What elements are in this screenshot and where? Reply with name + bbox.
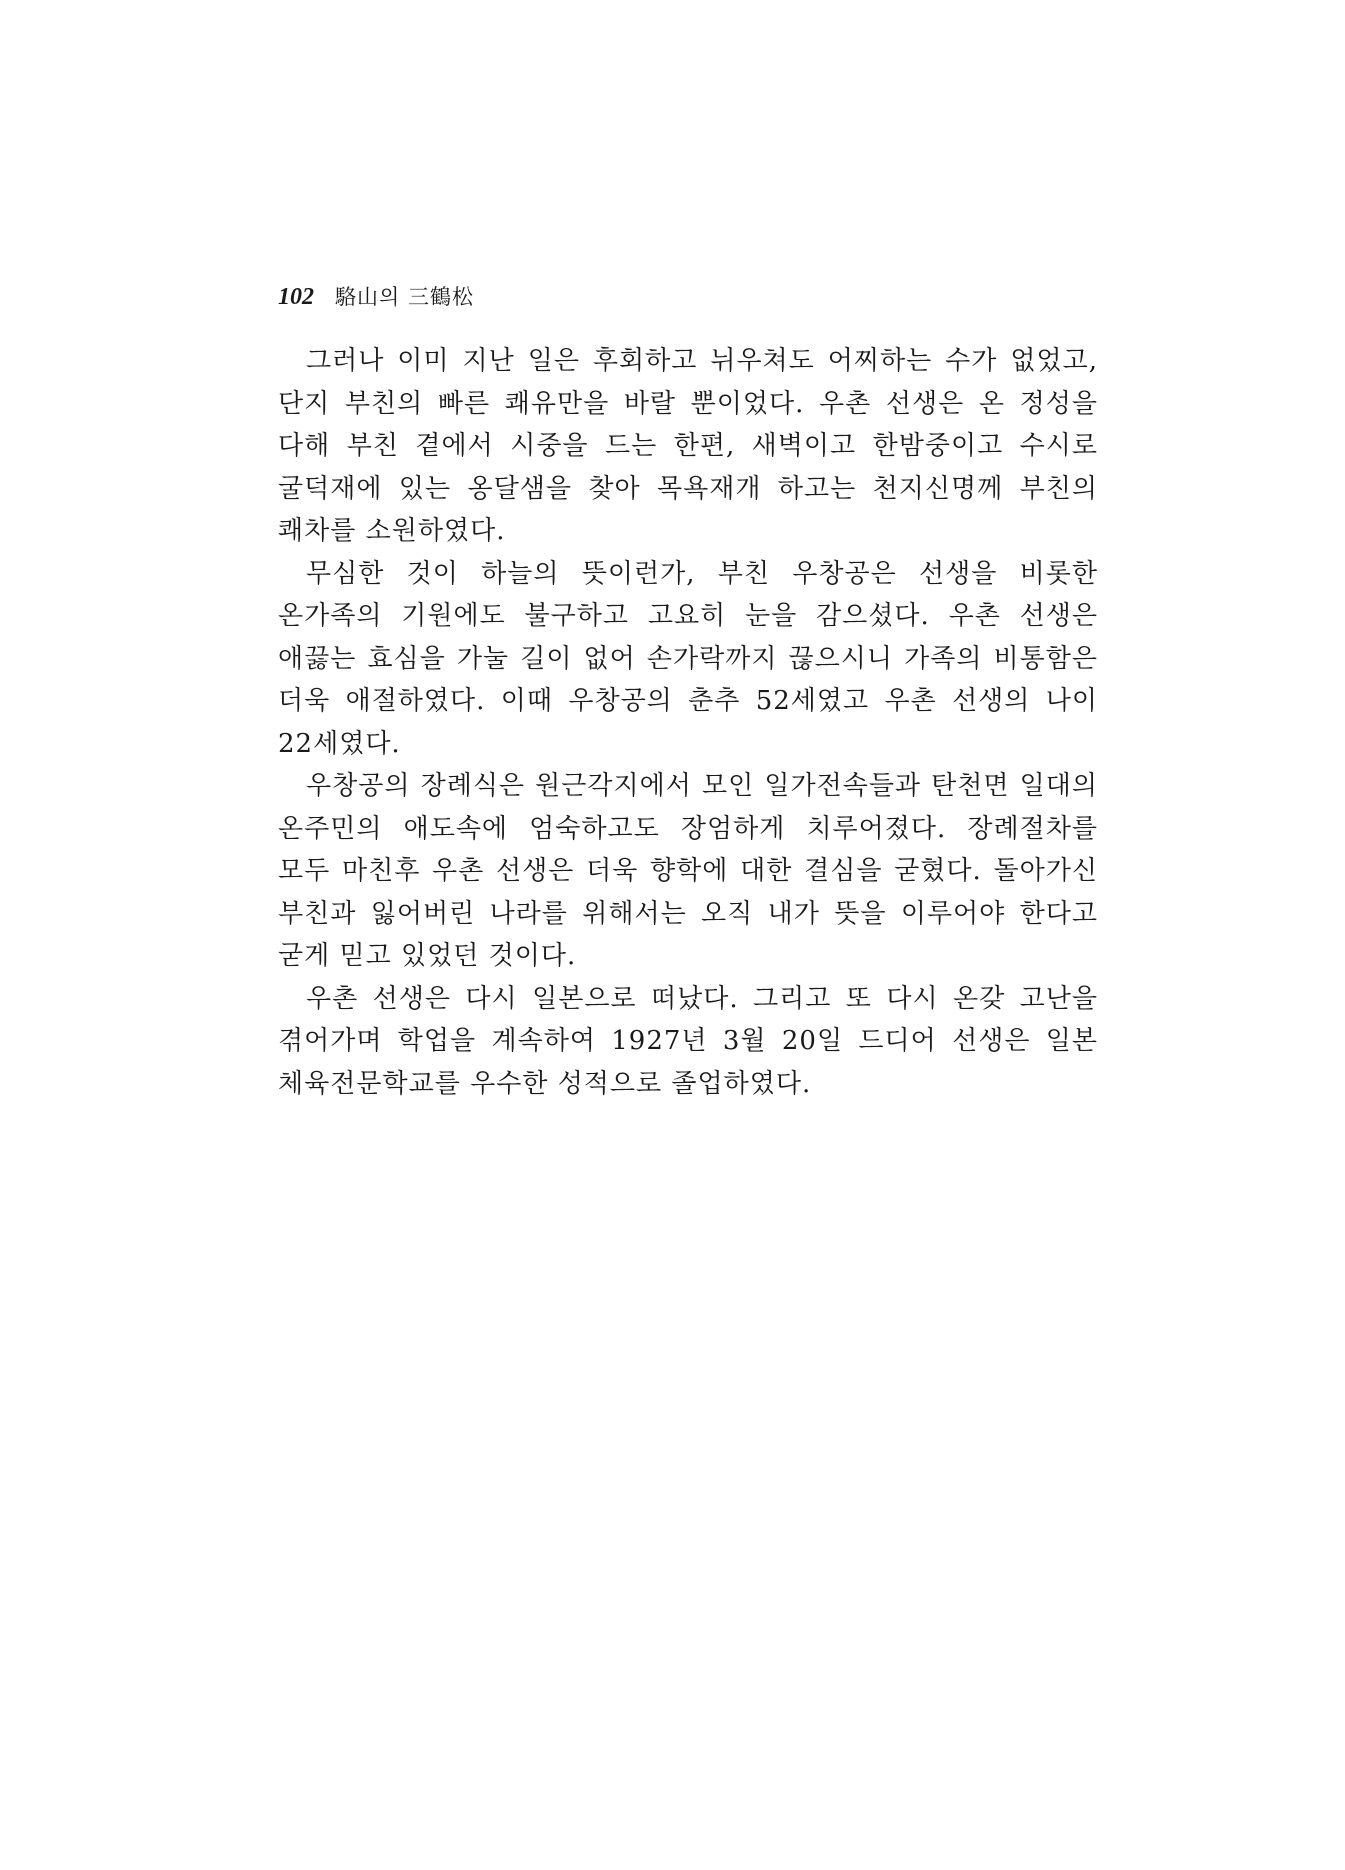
- paragraph: 우촌 선생은 다시 일본으로 떠났다. 그리고 또 다시 온갖 고난을 겪어가며 학업을 계속하여 1927년 3월 20일 드디어 선생은 일본 체육전문학교를 우수한 성적으로 졸업하였다.: [278, 983, 1098, 1099]
- paragraph: 그러나 이미 지난 일은 후회하고 뉘우쳐도 어찌하는 수가 없었고, 단지 부친의 빠른 쾌유만을 바랄 뿐이었다. 우촌 선생은 온 정성을 다해 부친 곁에서 시중을 드는 한편, 새벽이고 한밤중이고 수시로 굴덕재에 있는 옹달샘을 찾아 목욕재개 하고는 천지신명께 부친의 쾌차를 소원하였다.: [278, 346, 1098, 546]
- body-text: [278, 340, 1098, 1105]
- paragraph: 우창공의 장례식은 원근각지에서 모인 일가전속들과 탄천면 일대의 온주민의 애도속에 엄숙하고도 장엄하게 치루어졌다. 장례절차를 모두 마친후 우촌 선생은 더욱 향학에 대한 결심을 굳혔다. 돌아가신 부친과 잃어버린 나라를 위해서는 오직 내가 뜻을 이루어야 한다고 굳게 믿고 있었던 것이다.: [278, 771, 1098, 971]
- page-number: 102: [278, 284, 314, 310]
- paragraph: 무심한 것이 하늘의 뜻이런가, 부친 우창공은 선생을 비롯한 온가족의 기원에도 불구하고 고요히 눈을 감으셨다. 우촌 선생은 애끓는 효심을 가눌 길이 없어 손가락까지 끊으시니 가족의 비통함은 더욱 애절하였다. 이때 우창공의 춘추 52세였고 우촌 선생의 나이 22세였다.: [278, 558, 1098, 759]
- book-title: 駱山의 三鶴松: [335, 285, 474, 309]
- running-header: [278, 282, 474, 313]
